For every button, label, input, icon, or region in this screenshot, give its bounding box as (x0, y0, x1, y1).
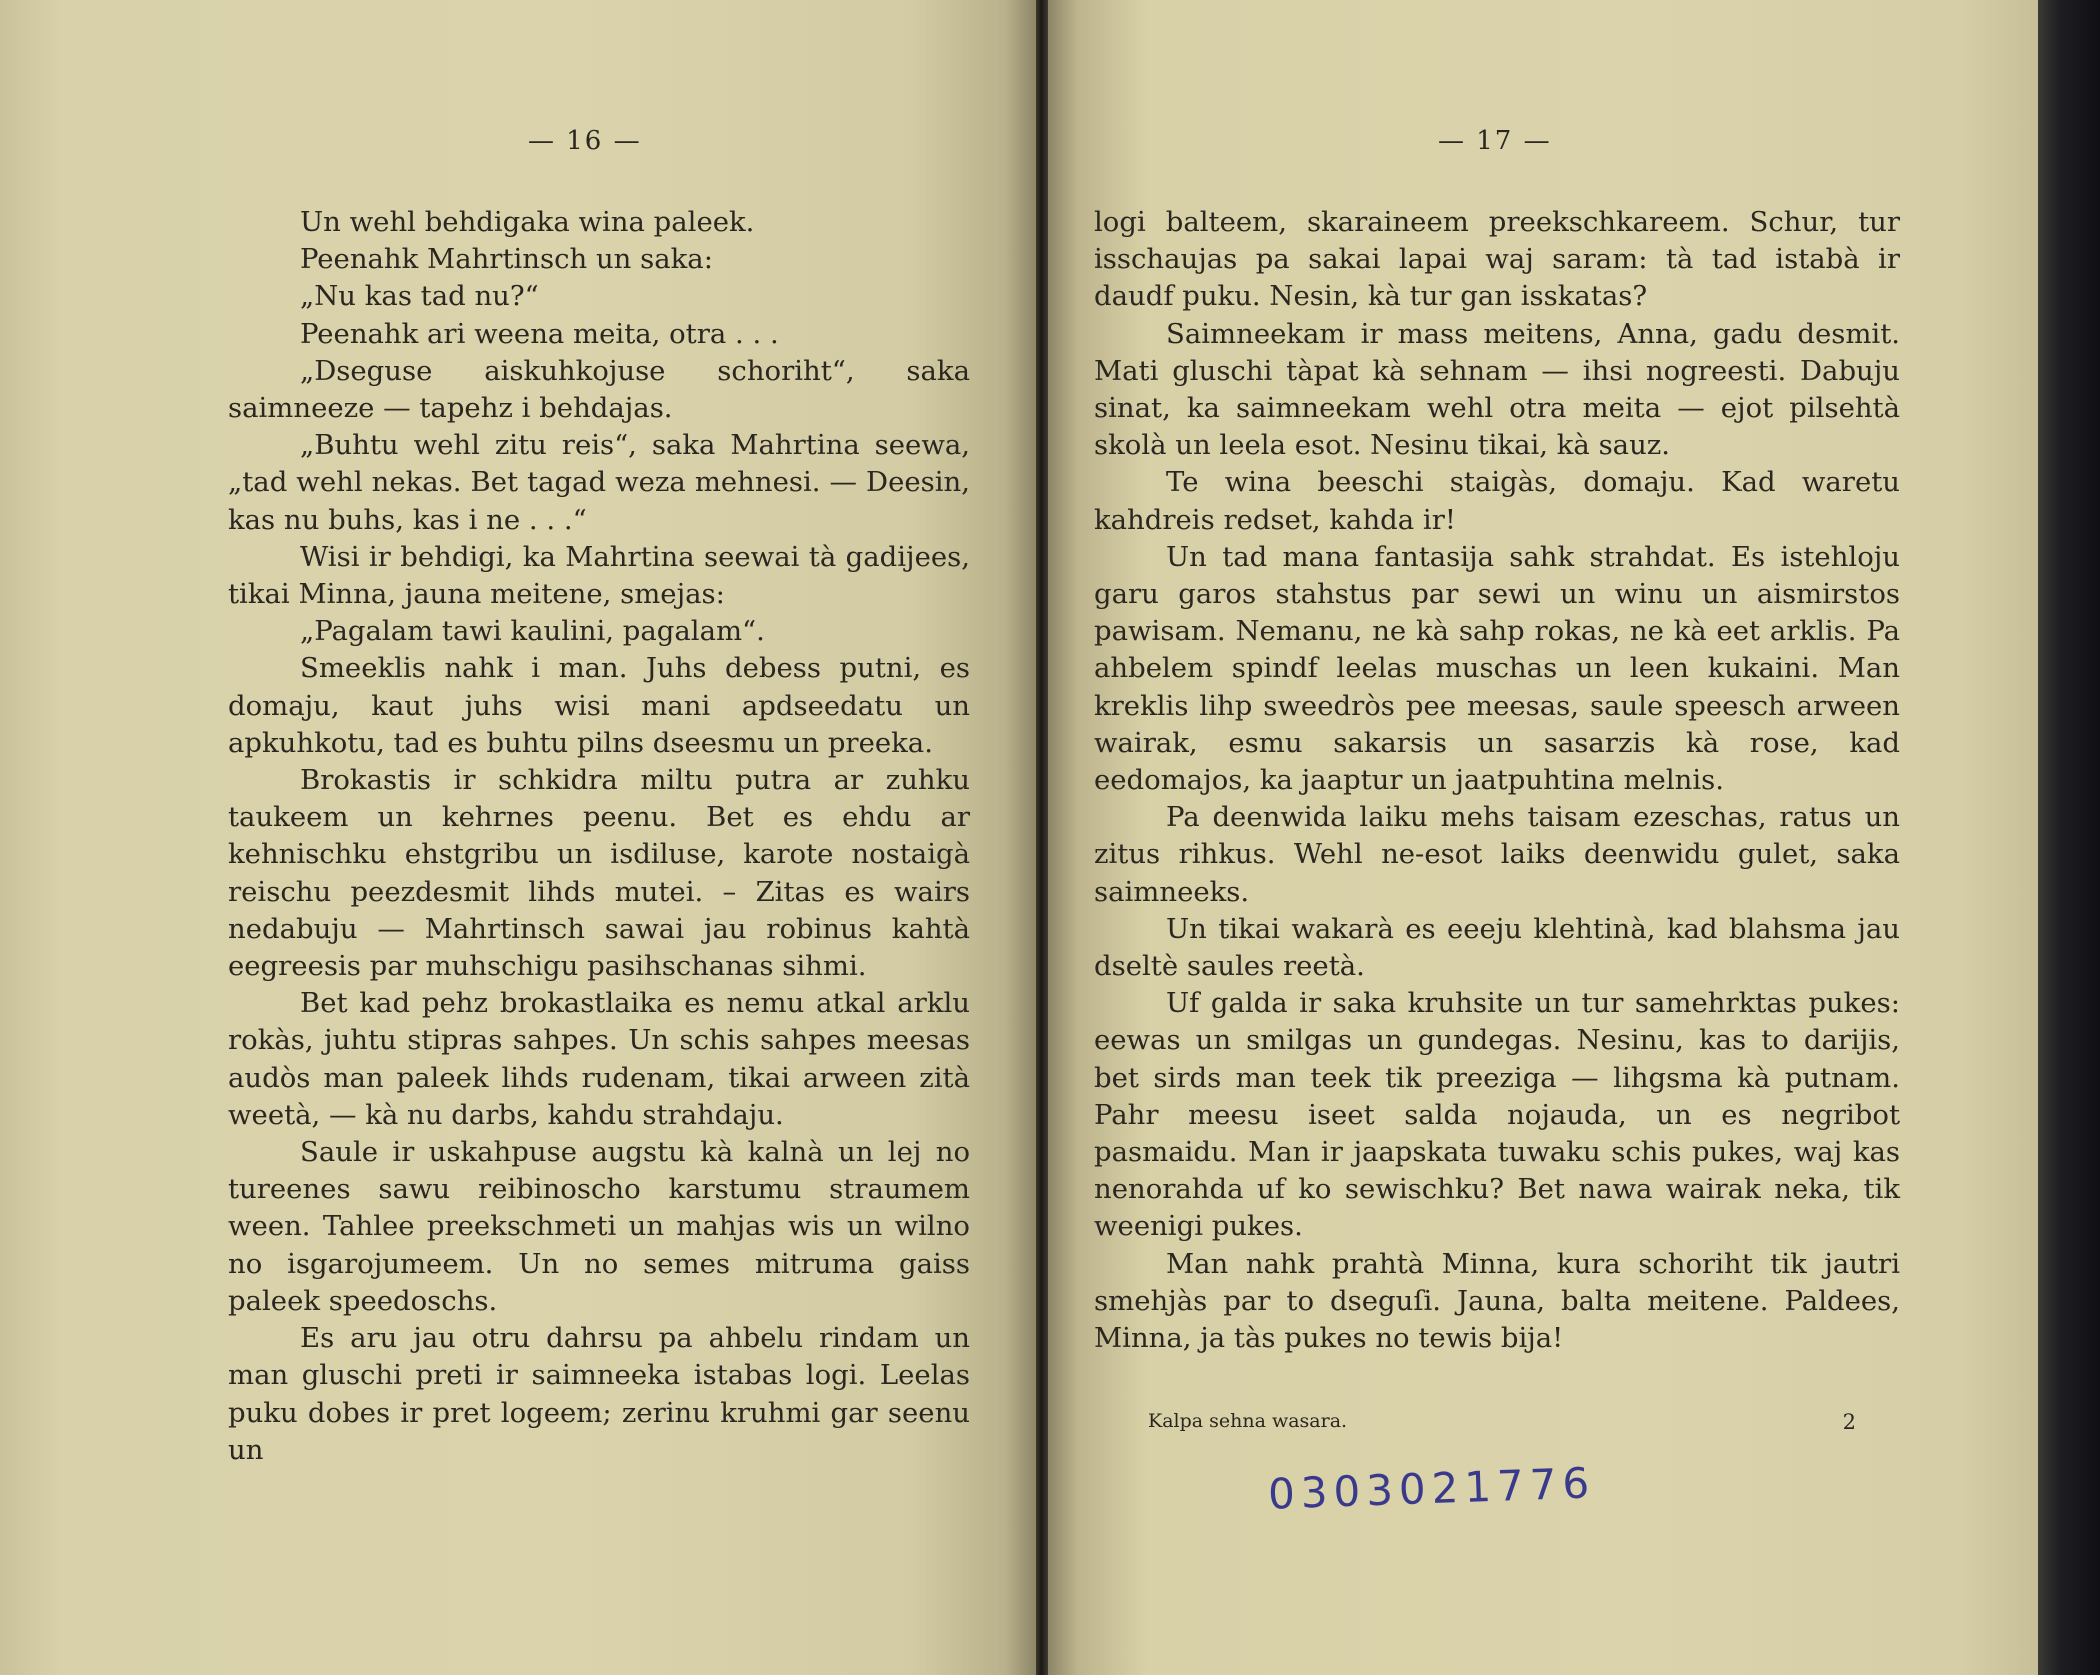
paragraph: Peenahk Mahrtinsch un saka: (300, 243, 713, 276)
paragraph: Wisi ir behdigi, ka Mahrtina seewai tà gadijees, tikai Minna, jauna meitene, smejas: (228, 540, 970, 611)
right-page (1048, 0, 2038, 1675)
paragraph: Es aru jau otru dahrsu pa ahbelu rindam un man gluschi preti ir saimneeka istabas logi. Leelas puku dobes ir pret logeem; zerinu kruhmi gar seenu un (228, 1322, 970, 1466)
paragraph: „Buhtu wehl zitu reis“, saka Mahrtina seewa, „tad wehl nekas. Bet tagad weza mehnesi. — Deesin, kas nu buhs, kas i ne . . .“ (228, 429, 970, 536)
paragraph: Pa deenwida laiku mehs taisam ezeschas, ratus un zitus rihkus. Wehl ne-esot laiks deenwidu gulet, saka saimneeks. (1094, 801, 1900, 908)
paragraph: Un tikai wakarà es eeeju klehtinà, kad blahsma jau dseltè saules reetà. (1094, 912, 1900, 983)
paragraph: „Pagalam tawi kaulini, pagalam“. (300, 615, 765, 648)
paragraph: Te wina beeschi staigàs, domaju. Kad waretu kahdreis redset, kahda ir! (1094, 466, 1900, 536)
paragraph: Smeeklis nahk i man. Juhs debess putni, es domaju, kaut juhs wisi mani apdseedatu un apkuhkotu, tad es buhtu pilns dseesmu un preeka. (228, 652, 970, 759)
paragraph: logi balteem, skaraineem preekschkareem. Schur, tur isschaujas pa sakai lapai waj saram: tà tad istabà ir daudf puku. Nesin, kà tur gan isskatas? (1094, 206, 1900, 313)
right-page-text (1094, 204, 1900, 1357)
book-gutter (1036, 0, 1048, 1675)
paragraph: Man nahk prahtà Minna, kura schoriht tik jautri smehjàs par to dseguſi. Jauna, balta meitene. Paldees, Minna, ja tàs pukes no tewis bija! (1094, 1247, 1900, 1355)
left-page (0, 0, 1037, 1675)
page-stack-edge (2038, 0, 2100, 1675)
handwritten-inventory-number: 0303021776 (1267, 1458, 1596, 1519)
paragraph: Saimneekam ir mass meitens, Anna, gadu desmit. Mati gluschi tàpat kà sehnam — ihsi nogreesti. Dabuju sinat, ka saimneekam wehl otra meita — ejot pilsehtà skolà un leela esot. Nesinu tikai, kà sauz. (1094, 317, 1900, 462)
paragraph: Bet kad pehz brokastlaika es nemu atkal arklu rokàs, juhtu stipras sahpes. Un schis sahpes meesas audòs man paleek lihds rudenam, tikai arween zità weetà, — kà nu darbs, kahdu strahdaju. (228, 987, 970, 1131)
page-number-right: — 17 — (1438, 126, 1552, 156)
paragraph: Un tad mana fantasija sahk strahdat. Es istehloju garu garos stahstus par sewi un winu un aismirstos pawisam. Nemanu, ne kà sahp rokas, ne kà eet arklis. Pa ahbelem spindf leelas muschas un leen kukaini. Man kreklis lihp sweedròs pee meesas, saule speesch arween wairak, esmu sakarsis un sasarzis kà rose, kad eedomajos, ka jaaptur un jaatpuhtina melnis. (1094, 540, 1900, 797)
paragraph: Uf galda ir saka kruhsite un tur samehrktas pukes: eewas un smilgas un gundegas. Nesinu, kas to darijis, bet sirds man teek tik preeziga — lihgsma kà putnam. Pahr meesu iseet salda nojauda, un es negribot pasmaidu. Man ir jaapskata tuwaku schis pukes, waj kas nenorahda uf ko sewischku? Bet nawa wairak neka, tik weenigi pukes. (1094, 987, 1900, 1243)
paragraph: Brokastis ir schkidra miltu putra ar zuhku taukeem un kehrnes peenu. Bet es ehdu ar kehnischku ehstgribu un isdiluse, karote nostaigà reischu peezdesmit lihds mutei. – Zitas es wairs nedabuju — Mahrtinsch sawai jau robinus kahtà eegreesis par muhschigu pasihschanas sihmi. (228, 764, 970, 983)
page-number-left: — 16 — (528, 126, 642, 156)
left-page-text (228, 204, 970, 1469)
paragraph: Un wehl behdigaka wina paleek. (300, 206, 755, 238)
paragraph: Peenahk ari weena meita, otra . . . (300, 317, 779, 350)
paragraph: „Dseguse aiskuhkojuse schoriht“, saka saimneeze — tapehz i behdajas. (228, 354, 970, 425)
paragraph: Saule ir uskahpuse augstu kà kalnà un lej no tureenes sawu reibinoscho karstumu straumem ween. Tahlee preekschmeti un mahjas wis un wilno no isgarojumeem. Un no semes mitruma gaiss paleek speedoschs. (228, 1136, 970, 1317)
signature-number: 2 (1842, 1410, 1856, 1434)
paragraph: „Nu kas tad nu?“ (300, 280, 539, 313)
signature-mark: Kalpa sehna wasara. (1148, 1410, 1348, 1432)
